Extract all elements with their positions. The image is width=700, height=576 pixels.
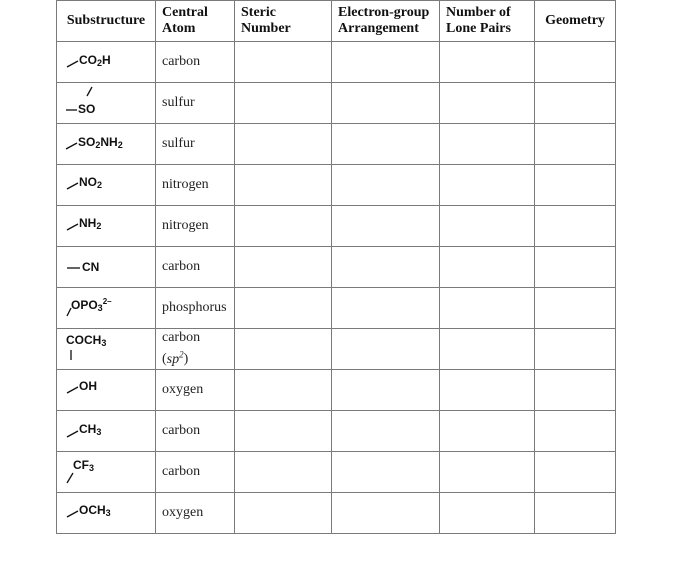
bond-line bbox=[57, 83, 156, 124]
substructure-formula: SO bbox=[78, 102, 96, 116]
header-electron-group: Electron-group Arrangement bbox=[332, 1, 440, 42]
substructure-cell bbox=[57, 370, 156, 411]
substructure-cell bbox=[57, 247, 156, 288]
substructure-cell bbox=[57, 288, 156, 329]
central-atom-cell: sulfur bbox=[156, 124, 235, 165]
central-atom-cell: nitrogen bbox=[156, 165, 235, 206]
lone-pairs-input[interactable] bbox=[440, 493, 535, 534]
table-row bbox=[57, 206, 616, 247]
geometry-input[interactable] bbox=[535, 411, 616, 452]
steric-number-input[interactable] bbox=[235, 124, 332, 165]
header-steric-number: Steric Number bbox=[235, 1, 332, 42]
substructure-cell bbox=[57, 493, 156, 534]
table-row bbox=[57, 247, 616, 288]
substructure-cell bbox=[57, 452, 156, 493]
lone-pairs-input[interactable] bbox=[440, 247, 535, 288]
geometry-input[interactable] bbox=[535, 206, 616, 247]
electron-group-input[interactable] bbox=[332, 370, 440, 411]
steric-number-input[interactable] bbox=[235, 370, 332, 411]
substructure-formula: $COCH_3$ bbox=[66, 333, 107, 348]
table-row bbox=[57, 411, 616, 452]
lone-pairs-input[interactable] bbox=[440, 165, 535, 206]
lone-pairs-input[interactable] bbox=[440, 42, 535, 83]
substructure-formula: $OPO_3^{2-}$ bbox=[71, 297, 112, 313]
bond-line bbox=[57, 165, 156, 206]
bond-line bbox=[57, 206, 156, 247]
central-atom-cell: carbon bbox=[156, 42, 235, 83]
substructure-cell bbox=[57, 411, 156, 452]
central-atom-cell: carbon bbox=[156, 452, 235, 493]
central-atom-cell: carbon bbox=[156, 247, 235, 288]
electron-group-input[interactable] bbox=[332, 206, 440, 247]
steric-number-input[interactable] bbox=[235, 206, 332, 247]
steric-number-input[interactable] bbox=[235, 329, 332, 370]
steric-number-input[interactable] bbox=[235, 83, 332, 124]
lone-pairs-input[interactable] bbox=[440, 329, 535, 370]
substructure-cell bbox=[57, 42, 156, 83]
table-row bbox=[57, 83, 616, 124]
table-row bbox=[57, 288, 616, 329]
electron-group-input[interactable] bbox=[332, 493, 440, 534]
central-atom-cell: carbon bbox=[156, 411, 235, 452]
electron-group-input[interactable] bbox=[332, 411, 440, 452]
substructure-formula: $CF_3$ bbox=[73, 458, 95, 473]
geometry-input[interactable] bbox=[535, 370, 616, 411]
geometry-input[interactable] bbox=[535, 247, 616, 288]
electron-group-input[interactable] bbox=[332, 83, 440, 124]
bond-line bbox=[57, 411, 156, 452]
steric-number-input[interactable] bbox=[235, 42, 332, 83]
steric-number-input[interactable] bbox=[235, 288, 332, 329]
central-atom-cell: oxygen bbox=[156, 370, 235, 411]
lone-pairs-input[interactable] bbox=[440, 452, 535, 493]
table-row bbox=[57, 329, 616, 370]
header-central-atom: Central Atom bbox=[156, 1, 235, 42]
electron-group-input[interactable] bbox=[332, 42, 440, 83]
lone-pairs-input[interactable] bbox=[440, 411, 535, 452]
steric-number-input[interactable] bbox=[235, 411, 332, 452]
steric-number-input[interactable] bbox=[235, 165, 332, 206]
lone-pairs-input[interactable] bbox=[440, 124, 535, 165]
central-atom-cell: oxygen bbox=[156, 493, 235, 534]
table-row bbox=[57, 42, 616, 83]
geometry-input[interactable] bbox=[535, 288, 616, 329]
worksheet-table bbox=[56, 0, 616, 534]
table-row bbox=[57, 452, 616, 493]
electron-group-input[interactable] bbox=[332, 124, 440, 165]
bond-line bbox=[57, 452, 156, 493]
hybridization-note: $(sp^2)$ bbox=[162, 349, 189, 367]
substructure-formula: $CH_3$ bbox=[79, 422, 102, 437]
substructure-formula: $NH_2$ bbox=[79, 216, 102, 231]
header-lone-pairs: Number of Lone Pairs bbox=[440, 1, 535, 42]
table-row bbox=[57, 370, 616, 411]
header-geometry: Geometry bbox=[535, 1, 616, 42]
geometry-input[interactable] bbox=[535, 42, 616, 83]
electron-group-input[interactable] bbox=[332, 247, 440, 288]
steric-number-input[interactable] bbox=[235, 452, 332, 493]
steric-number-input[interactable] bbox=[235, 247, 332, 288]
lone-pairs-input[interactable] bbox=[440, 83, 535, 124]
central-atom-cell: sulfur bbox=[156, 83, 235, 124]
geometry-input[interactable] bbox=[535, 329, 616, 370]
electron-group-input[interactable] bbox=[332, 288, 440, 329]
electron-group-input[interactable] bbox=[332, 165, 440, 206]
central-atom-cell: nitrogen bbox=[156, 206, 235, 247]
table-row bbox=[57, 124, 616, 165]
bond-line bbox=[57, 247, 156, 288]
substructure-formula: OH bbox=[79, 379, 97, 393]
substructure-cell bbox=[57, 124, 156, 165]
geometry-input[interactable] bbox=[535, 124, 616, 165]
header-substructure: Substructure bbox=[57, 1, 156, 42]
lone-pairs-input[interactable] bbox=[440, 206, 535, 247]
substructure-formula: CN bbox=[82, 260, 100, 274]
geometry-input[interactable] bbox=[535, 83, 616, 124]
substructure-cell bbox=[57, 329, 156, 370]
central-atom-cell: carbon $(sp^2)$ bbox=[156, 329, 235, 370]
lone-pairs-input[interactable] bbox=[440, 370, 535, 411]
substructure-cell bbox=[57, 165, 156, 206]
steric-number-input[interactable] bbox=[235, 493, 332, 534]
geometry-input[interactable] bbox=[535, 452, 616, 493]
central-atom-cell: phosphorus bbox=[156, 288, 235, 329]
geometry-input[interactable] bbox=[535, 165, 616, 206]
lone-pairs-input[interactable] bbox=[440, 288, 535, 329]
geometry-input[interactable] bbox=[535, 493, 616, 534]
substructure-formula: $NO_2$ bbox=[79, 175, 103, 190]
electron-group-input[interactable] bbox=[332, 329, 440, 370]
substructure-formula: $OCH_3$ bbox=[79, 503, 111, 518]
substructure-cell bbox=[57, 206, 156, 247]
substructure-formula: $CO_2H$ bbox=[79, 53, 111, 68]
bond-line bbox=[57, 370, 156, 411]
table-row bbox=[57, 493, 616, 534]
substructure-formula: $SO_2NH_2$ bbox=[78, 135, 123, 150]
electron-group-input[interactable] bbox=[332, 452, 440, 493]
header-row bbox=[57, 1, 616, 42]
table-row bbox=[57, 165, 616, 206]
substructure-cell bbox=[57, 83, 156, 124]
